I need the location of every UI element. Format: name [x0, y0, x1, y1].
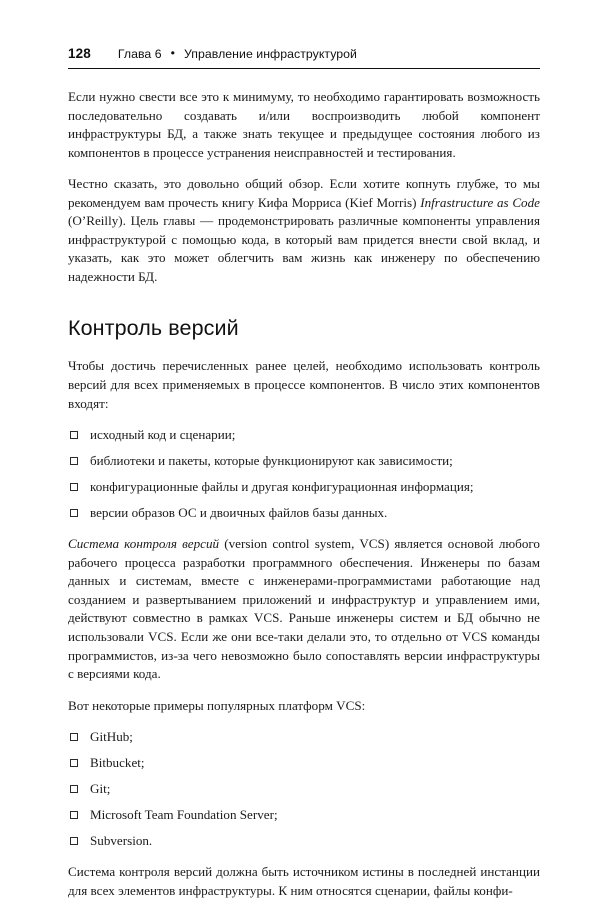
square-bullet-icon — [70, 811, 78, 819]
square-bullet-icon — [70, 759, 78, 767]
list-item — [70, 426, 540, 445]
list-item-label: исходный код и сценарии; — [90, 427, 236, 443]
term-italic: Система контроля версий — [68, 536, 220, 552]
list-item-label: библиотеки и пакеты, которые функционируют как зависимости; — [90, 453, 453, 468]
paragraph-4-text: (version control system, VCS) является основой любого рабочего процесса разработки программного обеспечения. Инженеры по базам данных и системам, вместе с инженерами-программистами работающие над созданием и развертыванием приложений и инфраструктур и управлением ими, действуют совместно в рамках VCS. Раньше инженеры систем и БД обычно не использовали VCS. Если же они все-таки делали это, то отдельно от VCS команды программистов, из-за чего невозможно было сопоставлять версии инфраструктуры с версиями кода. — [68, 536, 540, 682]
paragraph-3: Чтобы достичь перечисленных ранее целей, необходимо использовать контроль версий для всех применяемых в процессе компонентов. В число этих компонентов входят: — [68, 358, 540, 411]
list-item-label: конфигурационные файлы и другая конфигурационная информация; — [90, 478, 474, 494]
list-item — [70, 832, 540, 851]
list-item — [70, 728, 540, 747]
square-bullet-icon — [70, 431, 78, 439]
section-heading: Контроль версий — [68, 316, 239, 341]
chapter-title: Управление инфраструктурой — [183, 47, 357, 61]
square-bullet-icon — [70, 733, 78, 741]
chapter-label: Глава 6 — [117, 47, 162, 61]
paragraph-1: Если нужно свести все это к минимуму, то необходимо гарантировать возможность последовательно создавать и/или воспроизводить любой компонент инфраструктуры БД, а также знать текущее и предыдущее состояния любого из компонентов в процессе устранения неисправностей и тестирования. — [68, 89, 540, 160]
square-bullet-icon — [70, 785, 78, 793]
list-item-label: версии образов ОС и двоичных файлов базы данных. — [90, 504, 388, 520]
paragraph-2-text-before: Честно сказать, это довольно общий обзор. Если хотите копнуть глубже, то мы рекомендуем вам прочесть книгу Кифа Морриса (Kief Morris) — [68, 176, 540, 210]
paragraph-2-text-after: (O’Reilly). Цель главы — продемонстрировать различные компоненты управления инфраструктурой с помощью кода, в который вам придется внести свой вклад, и указать, как это может облегчить вам жизнь как инженеру по обеспечению надежности БД. — [68, 213, 540, 284]
list-item — [70, 806, 540, 825]
header-divider — [68, 68, 540, 69]
square-bullet-icon — [70, 457, 78, 465]
paragraph-5: Вот некоторые примеры популярных платформ VCS: — [68, 697, 366, 713]
paragraph-6: Система контроля версий должна быть источником истины в последней инстанции для всех элементов инфраструктуры. К ним относятся сценарии, файлы конфи- — [68, 864, 540, 898]
list-item-label: GitHub; — [90, 729, 133, 745]
book-title-italic: Infrastructure as Code — [420, 194, 540, 210]
list-item — [70, 478, 540, 497]
square-bullet-icon — [70, 837, 78, 845]
list-item-label: Microsoft Team Foundation Server; — [90, 806, 278, 822]
running-head — [68, 46, 540, 61]
text-column — [68, 88, 540, 900]
square-bullet-icon — [70, 509, 78, 517]
paragraph-2 — [68, 175, 540, 286]
list-item — [70, 452, 540, 471]
square-bullet-icon — [70, 483, 78, 491]
list-item-label: Git; — [90, 780, 111, 796]
component-list — [68, 426, 540, 522]
list-item — [70, 780, 540, 799]
vcs-platform-list — [68, 728, 540, 850]
list-item — [70, 504, 540, 523]
list-item — [70, 754, 540, 773]
list-item-label: Subversion. — [90, 832, 153, 848]
list-item-label: Bitbucket; — [90, 755, 145, 771]
page-number: 128 — [68, 46, 91, 61]
bullet-separator-icon: • — [170, 46, 175, 60]
paragraph-4 — [68, 535, 540, 683]
